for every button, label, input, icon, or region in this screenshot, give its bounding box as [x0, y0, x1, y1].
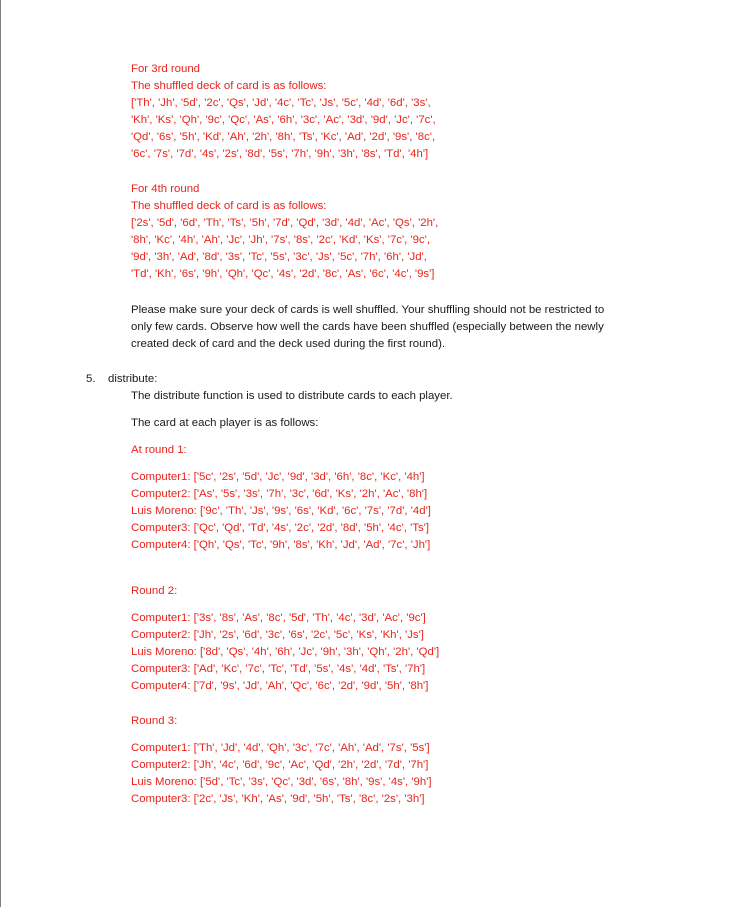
round3-heading: For 3rd round: [131, 63, 201, 75]
shuffle-note-line: Please make sure your deck of cards is well shuffled. Your shuffling should not be restricted to: [131, 304, 605, 316]
section-intro: The card at each player is as follows:: [131, 417, 319, 429]
section-description: The distribute function is used to distribute cards to each player.: [131, 390, 453, 402]
player-hand: Computer1: ['5c', '2s', '5d', 'Jc', '9d', '3d', '6h', '8c', 'Kc', '4h']: [131, 471, 425, 483]
round4-intro: The shuffled deck of card is as follows:: [131, 200, 327, 212]
player-hand: Computer2: ['Jh', '4c', '6d', '9c', 'Ac', 'Qd', '2h', '2d', '7d', '7h']: [131, 759, 429, 771]
player-hand: Computer2: ['As', '5s', '3s', '7h', '3c', '6d', 'Ks', '2h', 'Ac', '8h']: [131, 488, 428, 500]
round3-deck-line: '6c', '7s', '7d', '4s', '2s', '8d', '5s', '7h', '9h', '3h', '8s', 'Td', '4h']: [131, 148, 429, 160]
player-hand: Computer4: ['7d', '9s', 'Jd', 'Ah', 'Qc', '6c', '2d', '9d', '5h', '8h']: [131, 680, 429, 692]
round-label: Round 3:: [131, 715, 178, 727]
round-label: Round 2:: [131, 585, 178, 597]
player-hand: Computer2: ['Jh', '2s', '6d', '3c', '6s', '2c', '5c', 'Ks', 'Kh', 'Js']: [131, 629, 424, 641]
player-hand: Luis Moreno: ['9c', 'Th', 'Js', '9s', '6s', 'Kd', '6c', '7s', '7d', '4d']: [131, 505, 431, 517]
round4-deck-line: '8h', 'Kc', '4h', 'Ah', 'Jc', 'Jh', '7s', '8s', '2c', 'Kd', 'Ks', '7c', '9c',: [131, 234, 431, 246]
shuffle-note-line: only few cards. Observe how well the cards have been shuffled (especially between the newly: [131, 321, 604, 333]
section-number: 5.: [86, 373, 96, 385]
round-label: At round 1:: [131, 444, 187, 456]
round3-deck-line: 'Qd', '6s', '5h', 'Kd', 'Ah', '2h', '8h', 'Ts', 'Kc', 'Ad', '2d', '9s', '8c',: [131, 131, 436, 143]
round3-deck-line: 'Kh', 'Ks', 'Qh', '9c', 'Qc', 'As', '6h', '3c', 'Ac', '3d', '9d', 'Jc', '7c',: [131, 114, 436, 126]
shuffle-note-line: created deck of card and the deck used during the first round).: [131, 338, 446, 350]
player-hand: Computer3: ['2c', 'Js', 'Kh', 'As', '9d', '5h', 'Ts', '8c', '2s', '3h']: [131, 793, 425, 805]
player-hand: Computer3: ['Qc', 'Qd', 'Td', '4s', '2c', '2d', '8d', '5h', '4c', 'Ts']: [131, 522, 429, 534]
round4-heading: For 4th round: [131, 183, 200, 195]
player-hand: Computer1: ['Th', 'Jd', '4d', 'Qh', '3c', '7c', 'Ah', 'Ad', '7s', '5s']: [131, 742, 430, 754]
player-hand: Computer4: ['Qh', 'Qs', 'Tc', '9h', '8s', 'Kh', 'Jd', 'Ad', '7c', 'Jh']: [131, 539, 431, 551]
player-hand: Computer3: ['Ad', 'Kc', '7c', 'Tc', 'Td', '5s', '4s', '4d', 'Ts', '7h']: [131, 663, 426, 675]
player-hand: Computer1: ['3s', '8s', 'As', '8c', '5d', 'Th', '4c', '3d', 'Ac', '9c']: [131, 612, 426, 624]
page-left-border: [0, 0, 1, 907]
round4-deck-line: ['2s', '5d', '6d', 'Th', 'Ts', '5h', '7d', 'Qd', '3d', '4d', 'Ac', 'Qs', '2h',: [131, 217, 439, 229]
player-hand: Luis Moreno: ['5d', 'Tc', '3s', 'Qc', '3d', '6s', '8h', '9s', '4s', '9h']: [131, 776, 432, 788]
player-hand: Luis Moreno: ['8d', 'Qs', '4h', '6h', 'Jc', '9h', '3h', 'Qh', '2h', 'Qd']: [131, 646, 440, 658]
round3-deck-line: ['Th', 'Jh', '5d', '2c', 'Qs', 'Jd', '4c', 'Tc', 'Js', '5c', '4d', '6d', '3s',: [131, 97, 431, 109]
round4-deck-line: '9d', '3h', 'Ad', '8d', '3s', 'Tc', '5s', '3c', 'Js', '5c', '7h', '6h', 'Jd',: [131, 251, 427, 263]
round4-deck-line: 'Td', 'Kh', '6s', '9h', 'Qh', 'Qc', '4s', '2d', '8c', 'As', '6c', '4c', '9s']: [131, 268, 435, 280]
section-title: distribute:: [108, 373, 158, 385]
round3-intro: The shuffled deck of card is as follows:: [131, 80, 327, 92]
